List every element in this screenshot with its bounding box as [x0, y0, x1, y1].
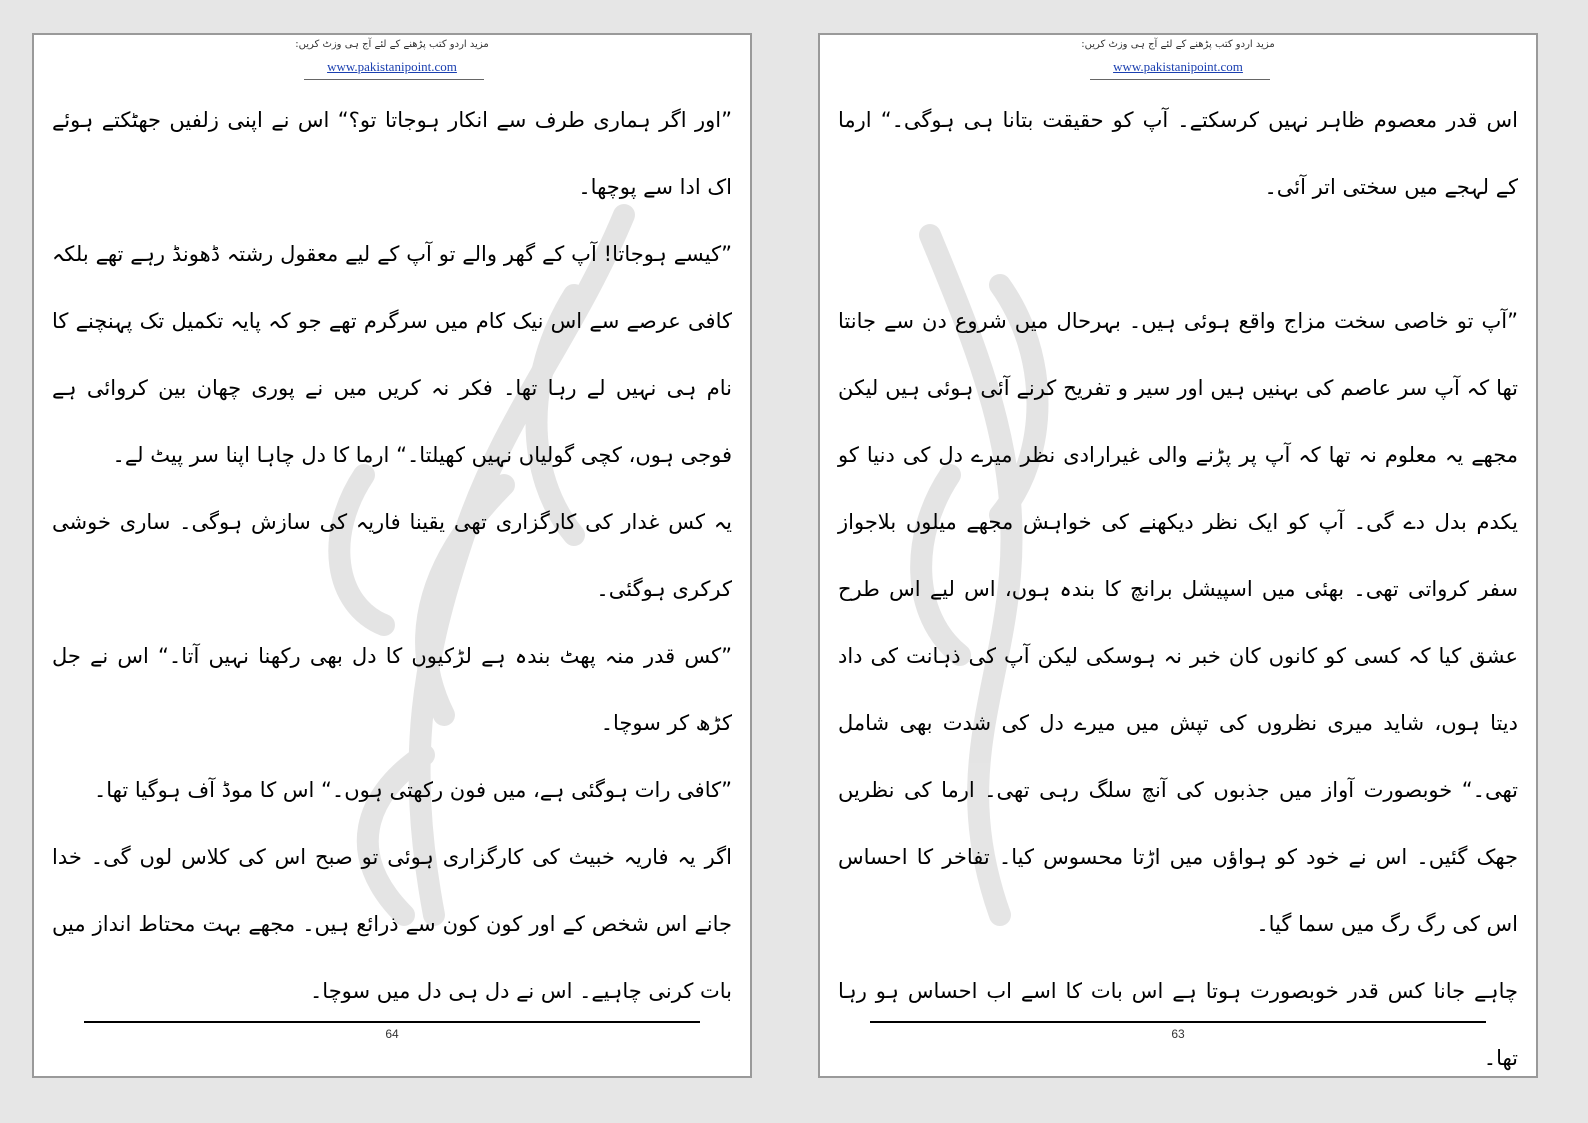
footer-rule — [870, 1021, 1486, 1023]
paragraph: ”کس قدر منہ پھٹ بندہ ہے لڑکیوں کا دل بھی رکھنا نہیں آتا۔“ اس نے جل کڑھ کر سوچا۔ — [52, 644, 732, 735]
left-page — [32, 33, 752, 1078]
paragraph: ”کافی رات ہوگئی ہے، میں فون رکھتی ہوں۔“ اس کا موڈ آف ہوگیا تھا۔ — [93, 778, 732, 802]
footer-rule — [84, 1021, 700, 1023]
header-rule — [1090, 79, 1270, 80]
paragraph: ”اور اگر ہماری طرف سے انکار ہوجاتا تو؟“ اس نے اپنی زلفیں جھٹکتے ہوئے اک ادا سے پوچھا۔ — [52, 108, 732, 199]
header-rule — [304, 79, 484, 80]
paragraph: اگر یہ فاریہ خبیث کی کارگزاری ہوئی تو صبح اس کی کلاس لوں گی۔ خدا جانے اس شخص کے اور کون کون سے ذرائع ہیں۔ مجھے بہت محتاط انداز میں بات کرنی چاہیے۔ اس نے دل ہی دل میں سوچا۔ — [52, 845, 732, 1003]
paragraph: یہ کس غدار کی کارگزاری تھی یقینا فاریہ کی سازش ہوگی۔ ساری خوشی کرکری ہوگئی۔ — [52, 510, 732, 601]
left-page-text — [52, 87, 732, 1003]
right-page — [818, 33, 1538, 1078]
paragraph: ”کیسے ہوجاتا! آپ کے گھر والے تو آپ کے لیے معقول رشتہ ڈھونڈ رہے تھے بلکہ کافی عرصے سے اس نیک کام میں سرگرم تھے جو کہ پایہ تکمیل تک پہنچنے کا نام ہی نہیں لے رہا تھا۔ فکر نہ کریں میں نے پوری چھان بین کروائی ہے فوجی ہوں، کچی گولیاں نہیں کھیلتا۔“ ارما کا دل چاہا اپنا سر پیٹ لے۔ — [52, 242, 732, 467]
paragraph-gap — [838, 221, 1518, 288]
page-number: 63 — [1171, 1027, 1185, 1041]
header-site-link[interactable]: www.pakistanipoint.com — [1113, 59, 1243, 74]
header-note: مزید اردو کتب پڑھنے کے لئے آج ہی وزٹ کریں: — [1081, 39, 1275, 50]
header-note: مزید اردو کتب پڑھنے کے لئے آج ہی وزٹ کریں: — [295, 39, 489, 50]
header-site-link[interactable]: www.pakistanipoint.com — [327, 59, 457, 74]
paragraph: ”آپ تو خاصی سخت مزاج واقع ہوئی ہیں۔ بہرحال میں شروع دن سے جانتا تھا کہ آپ سر عاصم کی بہنیں ہیں اور سیر و تفریح کرنے آئی ہوئی ہیں لیکن مجھے یہ معلوم نہ تھا کہ آپ پر پڑنے والی غیرارادی نظر میرے دل کی دنیا کو یکدم بدل دے گی۔ آپ کو ایک نظر دیکھنے کی خواہش مجھے میلوں بلاجواز سفر کرواتی تھی۔ بھئی میں اسپیشل برانچ کا بندہ ہوں، اس لیے اس طرح عشق کیا کہ کسی کو کانوں کان خبر نہ ہوسکی لیکن آپ کی ذہانت کی داد دیتا ہوں، شاید میری نظروں کی تپش میں میرے دل کی شدت بھی شامل تھی۔“ خوبصورت آواز میں جذبوں کی آنچ سلگ رہی تھی۔ ارما کی نظریں جھک گئیں۔ اس نے خود کو ہواؤں میں اڑتا محسوس کیا۔ تفاخر کا احساس اس کی رگ رگ میں سما گیا۔ — [838, 309, 1518, 936]
page-number: 64 — [385, 1027, 399, 1041]
paragraph: چاہے جانا کس قدر خوبصورت ہوتا ہے اس بات کا اسے اب احساس ہو رہا تھا۔ — [838, 979, 1518, 1070]
paragraph: اس قدر معصوم ظاہر نہیں کرسکتے۔ آپ کو حقیقت بتانا ہی ہوگی۔“ ارما کے لہجے میں سختی اتر آئی۔ — [838, 108, 1518, 199]
